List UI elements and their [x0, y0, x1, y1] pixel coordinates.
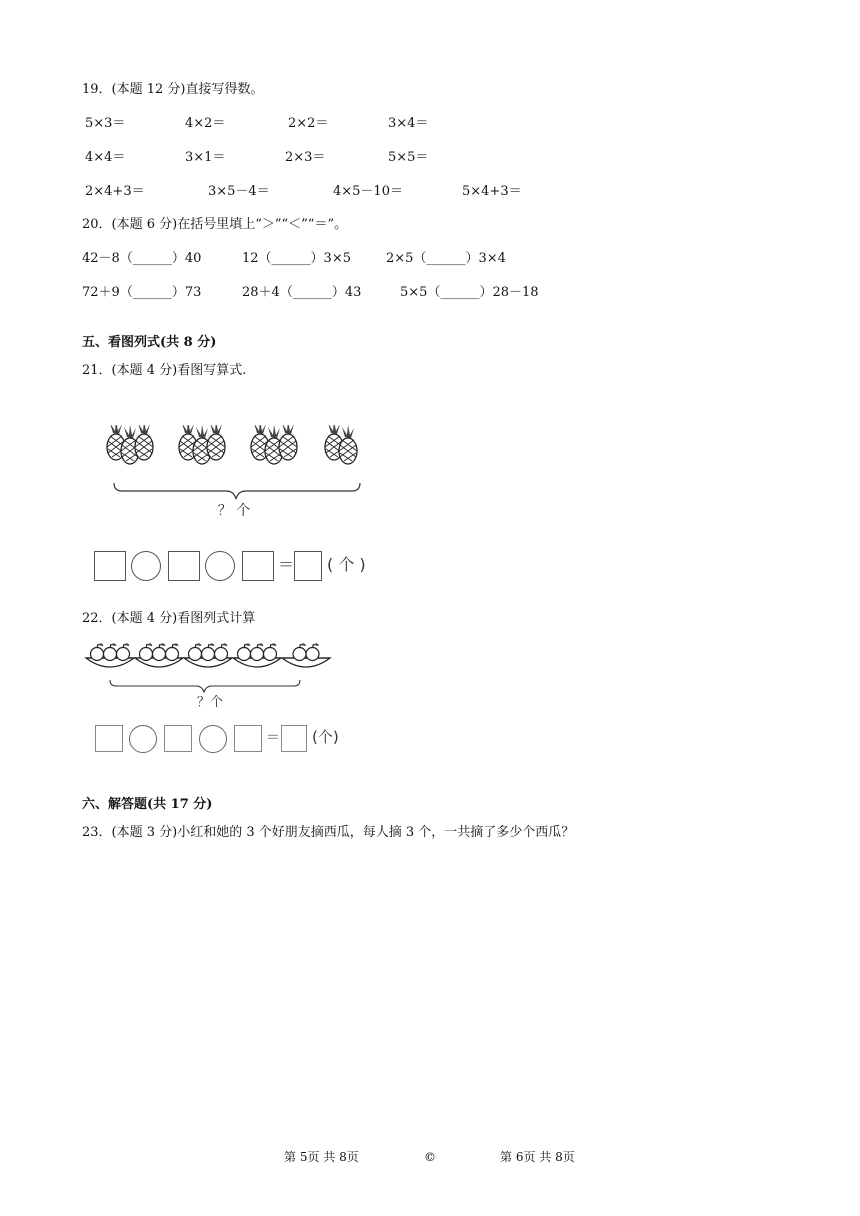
q20-title: 20．(本题 6 分)在括号里填上“＞”“＜”“＝”。 [82, 217, 348, 232]
apple-icon [91, 644, 104, 661]
q19-item: 3×4＝ [388, 116, 429, 131]
q19-item: 5×3＝ [85, 116, 126, 131]
operator-circle[interactable] [199, 725, 227, 753]
operator-circle[interactable] [205, 551, 235, 581]
q20-comparison [386, 252, 506, 265]
q20-comparison [242, 286, 361, 299]
pineapple-icon [135, 425, 153, 460]
q21-title: 21．(本题 4 分)看图写算式. [82, 363, 247, 378]
equals-sign: ＝ [266, 730, 280, 746]
apple-icon [215, 644, 228, 661]
q19-item: 2×4+3＝ [85, 184, 145, 199]
page-number-left: 第 5页 共 8页 [284, 1150, 359, 1164]
apple-icon [202, 644, 215, 661]
pineapple-icon [207, 425, 225, 460]
answer-box[interactable] [281, 725, 307, 752]
q22-title: 22．(本题 4 分)看图列式计算 [82, 611, 256, 626]
q19-title: 19．(本题 12 分)直接写得数。 [82, 82, 264, 97]
q20-comparison [400, 286, 539, 299]
q20-left: 72＋9（ [82, 285, 133, 300]
q19-item: 4×5－10＝ [333, 184, 403, 199]
page-number-right: 第 6页 共 8页 [500, 1150, 575, 1164]
apple-icon [251, 644, 264, 661]
q20-left: 28＋4（ [242, 285, 293, 300]
pineapple-icon [279, 425, 297, 460]
apple-icon [189, 644, 202, 661]
answer-box[interactable] [234, 725, 262, 752]
plate-icon [282, 658, 330, 667]
brace-label: ？个 [196, 695, 224, 710]
q20-answer-blank[interactable]: ______ [271, 251, 311, 266]
answer-box[interactable] [94, 551, 126, 581]
q20-answer-blank[interactable]: ______ [440, 285, 480, 300]
apple-icon [117, 644, 130, 661]
q20-left: 5×5（ [400, 285, 441, 300]
q20-left: 2×5（ [386, 251, 427, 266]
operator-circle[interactable] [131, 551, 161, 581]
apple-icon [153, 644, 166, 661]
section-heading: 五、看图列式(共 8 分) [82, 335, 217, 350]
operator-circle[interactable] [129, 725, 157, 753]
q23-title: 23．(本题 3 分)小红和她的 3 个好朋友摘西瓜，每人摘 3 个，一共摘了多少个西瓜？ [82, 825, 575, 840]
q19-item: 3×1＝ [185, 150, 226, 165]
unit-label: (个) [312, 728, 339, 746]
q20-left: 12（ [242, 251, 272, 266]
q19-item: 4×2＝ [185, 116, 226, 131]
apple-icon [104, 644, 117, 661]
q20-answer-blank[interactable]: ______ [292, 285, 332, 300]
q20-comparison [242, 252, 351, 265]
q22-formula [95, 725, 365, 755]
apple-icon [140, 644, 153, 661]
apple-icon [293, 644, 306, 661]
answer-box[interactable] [164, 725, 192, 752]
q20-answer-blank[interactable]: ______ [426, 251, 466, 266]
answer-box[interactable] [294, 551, 322, 581]
answer-box[interactable] [168, 551, 200, 581]
q19-item: 5×4+3＝ [462, 184, 522, 199]
equals-sign: ＝ [278, 555, 295, 574]
q20-answer-blank[interactable]: ______ [132, 285, 172, 300]
pineapple-figure [100, 425, 390, 525]
brace [110, 680, 300, 692]
q20-right: ）3×5 [310, 251, 351, 266]
q20-right: ）73 [171, 285, 202, 300]
apple-plate-figure [84, 640, 334, 710]
answer-box[interactable] [242, 551, 274, 581]
q19-item: 4×4＝ [85, 150, 126, 165]
q20-comparison [82, 286, 201, 299]
copyright-symbol: © [424, 1150, 436, 1164]
brace [114, 483, 360, 499]
q19-item: 2×2＝ [288, 116, 329, 131]
q20-comparison [82, 252, 201, 265]
q21-formula [94, 551, 394, 585]
q20-answer-blank[interactable]: ______ [132, 251, 172, 266]
q20-right: ）3×4 [465, 251, 506, 266]
brace-label: ？ 个 [217, 503, 251, 519]
unit-label: ( 个 ) [327, 555, 366, 574]
q19-item: 3×5－4＝ [208, 184, 270, 199]
q19-item: 2×3＝ [285, 150, 326, 165]
q19-item: 5×5＝ [388, 150, 429, 165]
q20-left: 42－8（ [82, 251, 133, 266]
apple-icon [306, 644, 319, 661]
q20-right: ）40 [171, 251, 202, 266]
q20-right: ）43 [331, 285, 362, 300]
answer-box[interactable] [95, 725, 123, 752]
apple-icon [264, 644, 277, 661]
apple-icon [238, 644, 251, 661]
apple-icon [166, 644, 179, 661]
section-heading: 六、解答题(共 17 分) [82, 797, 213, 812]
pineapple-icon [339, 425, 357, 464]
q20-right: ）28－18 [479, 285, 539, 300]
